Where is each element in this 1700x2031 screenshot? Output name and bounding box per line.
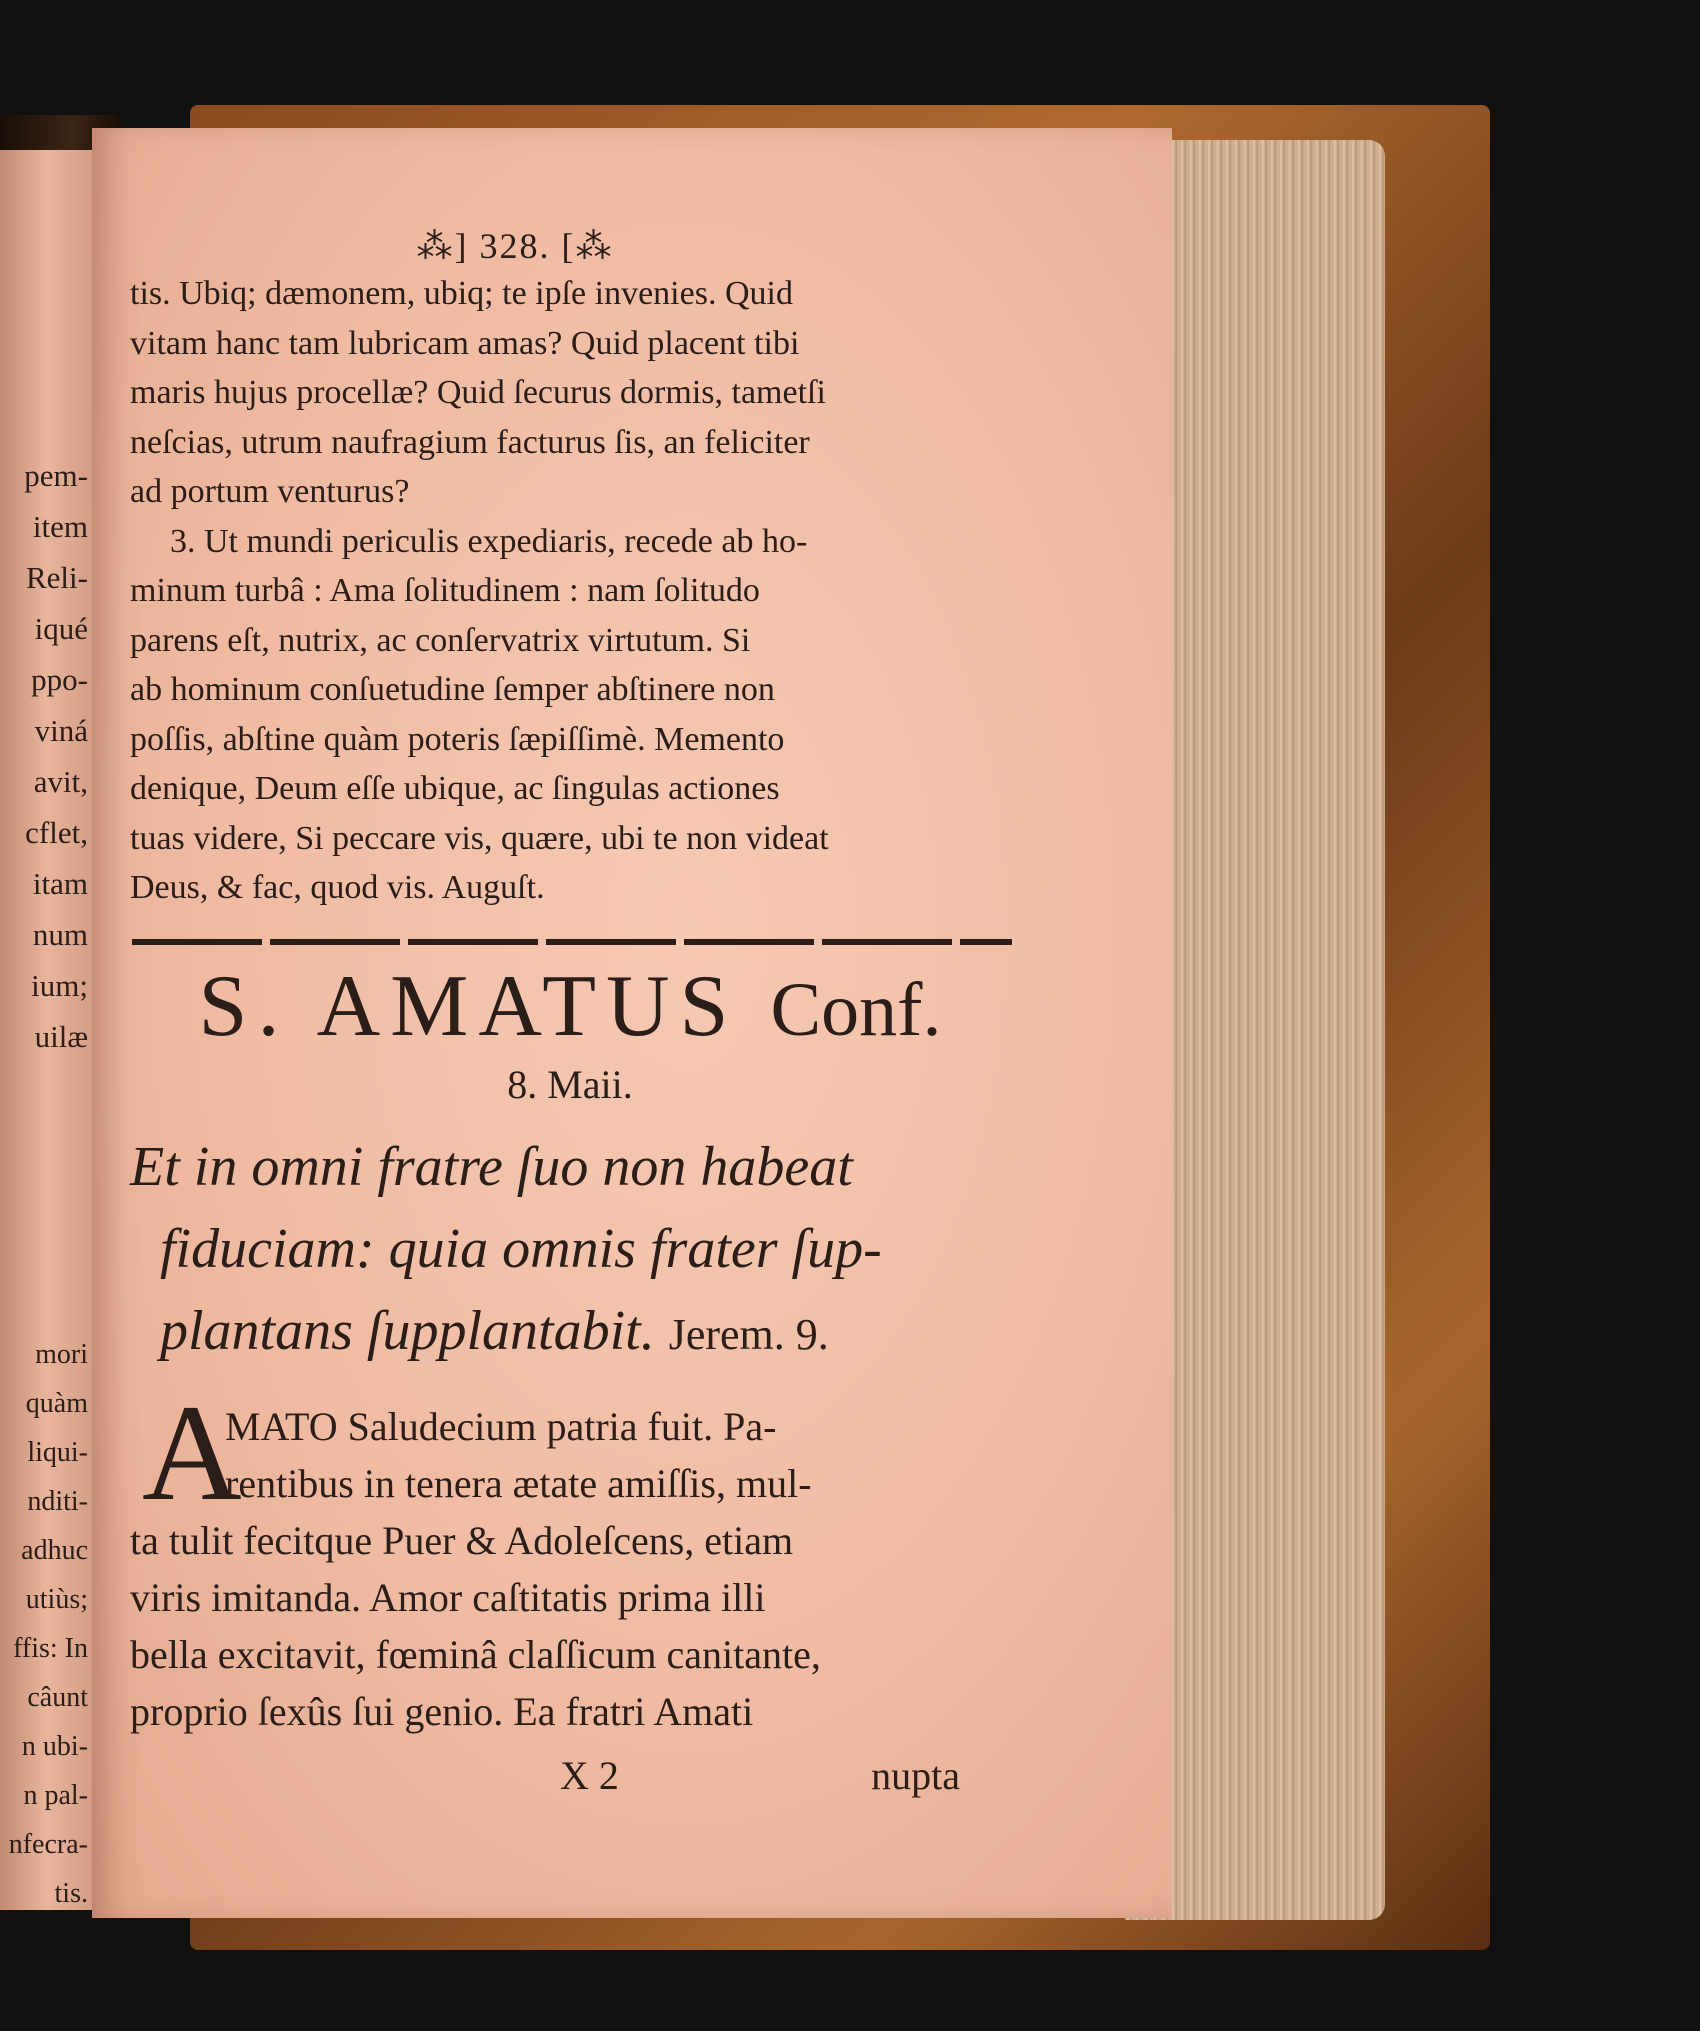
left-page	[0, 150, 94, 1910]
page-text	[130, 225, 1010, 1806]
fragment: cflet,	[25, 815, 88, 850]
fragment: viná	[34, 713, 88, 748]
fragment: liqui-	[27, 1437, 88, 1468]
paragraph	[130, 1375, 1010, 1740]
text-line: MATO Saludecium patria fuit. Pa-	[225, 1403, 777, 1449]
page-footer	[130, 1746, 1010, 1806]
fragment: num	[32, 917, 88, 952]
text-line: ta tulit fecitque Puer & Adoleſcens, etiam	[130, 1517, 794, 1563]
text-line: viris imitanda. Amor caſtitatis prima illi	[130, 1574, 766, 1620]
verse-line-text: plantans ſupplantabit.	[160, 1299, 655, 1362]
fragment: avit,	[33, 764, 88, 799]
fragment: Reli-	[26, 560, 88, 595]
left-page-fragments-bottom	[0, 1330, 88, 1918]
verse-reference: Jerem. 9.	[668, 1309, 829, 1359]
text-line: denique, Deum eſſe ubique, ac ſingulas actiones	[130, 770, 780, 807]
text-line: poſſis, abſtine quàm poteris ſæpiſſimè. Memento	[130, 720, 785, 758]
fragment: tis.	[54, 1878, 88, 1909]
verse-line: Et in omni fratre ſuo non habeat	[130, 1135, 853, 1198]
verse-line: fiduciam: quia omnis frater ſup-	[160, 1217, 882, 1280]
fragment: utiùs;	[25, 1584, 88, 1615]
fragment: ffis: In	[13, 1633, 88, 1664]
text-line: neſcias, utrum naufragium facturus ſis, an feliciter	[130, 423, 810, 461]
fragment: item	[32, 509, 88, 544]
text-line: 3. Ut mundi periculis expediaris, recede ab ho-	[170, 522, 808, 560]
drop-cap: A	[142, 1375, 242, 1529]
running-head: ⁂] 328. [⁂	[416, 226, 614, 266]
section-divider	[132, 939, 1012, 945]
fragment: quàm	[25, 1388, 88, 1419]
text-line: proprio ſexûs ſui genio. Ea fratri Amati	[130, 1688, 754, 1734]
fragment: pem-	[24, 458, 88, 493]
text-line: parens eſt, nutrix, ac conſervatrix virtutum. Si	[130, 621, 751, 659]
signature-mark: X 2	[560, 1752, 619, 1798]
fragment: iqué	[34, 611, 88, 646]
fragment: ium;	[31, 968, 88, 1003]
text-line: rentibus in tenera ætate amiſſis, mul-	[225, 1460, 812, 1506]
fragment: ppo-	[31, 662, 88, 697]
text-line: ab hominum conſuetudine ſemper abſtinere non	[130, 671, 775, 708]
text-line: tuas videre, Si peccare vis, quære, ubi te non videat	[130, 819, 829, 857]
fragment: uilæ	[34, 1019, 88, 1054]
heading-title: S. AMATUS	[198, 957, 739, 1055]
fragment: nfecra-	[8, 1829, 88, 1860]
fragment: itam	[32, 866, 88, 901]
fragment: nditi-	[27, 1486, 88, 1517]
text-line: ad portum venturus?	[130, 473, 410, 510]
left-page-fragments-top	[0, 450, 88, 1062]
text-line: tis. Ubiq; dæmonem, ubiq; te ipſe invenies. Quid	[130, 275, 793, 312]
fragment: mori	[35, 1339, 88, 1370]
section-heading	[130, 959, 1010, 1058]
text-line: Deus, & fac, quod vis. Auguſt.	[130, 869, 545, 906]
text-line: maris hujus procellæ? Quid ſecurus dormis, tametſi	[130, 374, 826, 411]
fragment: n pal-	[23, 1780, 88, 1811]
verse-line	[130, 1290, 1010, 1376]
catchword: nupta	[871, 1752, 960, 1798]
fragment: câunt	[27, 1682, 88, 1713]
heading-suffix: Conf.	[770, 967, 942, 1052]
feast-date: 8. Maii.	[507, 1061, 633, 1107]
scripture-verse	[130, 1126, 1010, 1376]
text-line: bella excitavit, fœminâ claſſicum canitante,	[130, 1631, 821, 1677]
fragment: n ubi-	[21, 1731, 88, 1762]
body-text	[130, 269, 1010, 913]
fragment: adhuc	[21, 1535, 88, 1566]
text-line: vitam hanc tam lubricam amas? Quid placent tibi	[130, 324, 800, 362]
text-line: minum turbâ : Ama ſolitudinem : nam ſolitudo	[130, 572, 760, 609]
